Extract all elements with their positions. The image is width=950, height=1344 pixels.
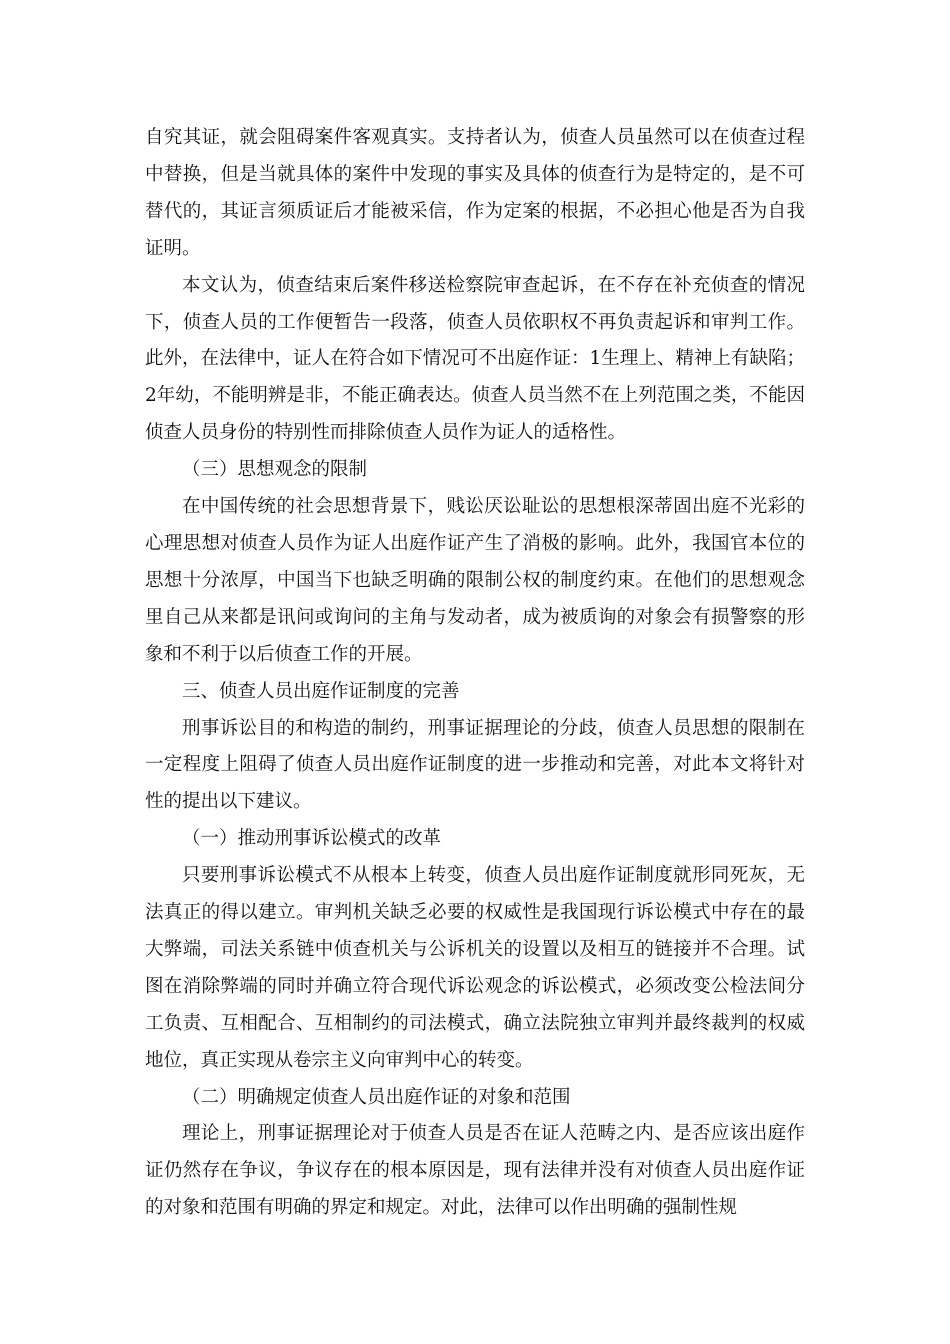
section-heading-improvement: 三、侦查人员出庭作证制度的完善 [182, 680, 460, 702]
paragraph: 刑事诉讼目的和构造的制约，刑事证据理论的分歧，侦查人员思想的限制在一定程度上阻碍了侦查人员出庭作证制度的进一步推动和完善，对此本文将针对性的提出以下建议。 [145, 717, 805, 813]
paragraph-continuation: 自究其证，就会阻碍案件客观真实。支持者认为，侦查人员虽然可以在侦查过程中替换，但是当就具体的案件中发现的事实及具体的侦查行为是特定的，是不可替代的，其证言须质证后才能被采信，作为定案的根据，不必担心他是否为自我证明。 [145, 127, 805, 259]
paragraph: 本文认为，侦查结束后案件移送检察院审查起诉，在不存在补充侦查的情况下，侦查人员的工作便暂告一段落，侦查人员依职权不再负责起诉和审判工作。此外，在法律中，证人在符合如下情况可不出庭作证：1生理上、精神上有缺陷；2年幼，不能明辨是非，不能正确表达。侦查人员当然不在上列范围之类，不能因侦查人员身份的特别性而排除侦查人员作为证人的适格性。 [145, 274, 805, 444]
subheading-litigation-reform: （一）推动刑事诉讼模式的改革 [182, 828, 442, 850]
paragraph: 理论上，刑事证据理论对于侦查人员是否在证人范畴之内、是否应该出庭作证仍然存在争议，争议存在的根本原因是，现有法律并没有对侦查人员出庭作证的对象和范围有明确的界定和规定。对此，法律可以作出明确的强制性规 [145, 1123, 805, 1219]
document-body [145, 120, 805, 1227]
paragraph: 只要刑事诉讼模式不从根本上转变，侦查人员出庭作证制度就形同死灰，无法真正的得以建立。审判机关缺乏必要的权威性是我国现行诉讼模式中存在的最大弊端，司法关系链中侦查机关与公诉机关的设置以及相互的链接并不合理。试图在消除弊端的同时并确立符合现代诉讼观念的诉讼模式，必须改变公检法间分工负责、互相配合、互相制约的司法模式，确立法院独立审判并最终裁判的权威地位，真正实现从卷宗主义向审判中心的转变。 [145, 865, 805, 1071]
subheading-scope-definition: （二）明确规定侦查人员出庭作证的对象和范围 [182, 1086, 571, 1108]
subheading-thought-limits: （三）思想观念的限制 [182, 459, 368, 481]
paragraph: 在中国传统的社会思想背景下，贱讼厌讼耻讼的思想根深蒂固出庭不光彩的心理思想对侦查人员作为证人出庭作证产生了消极的影响。此外，我国官本位的思想十分浓厚，中国当下也缺乏明确的限制公权的制度约束。在他们的思想观念里自己从来都是讯问或询问的主角与发动者，成为被质询的对象会有损警察的形象和不利于以后侦查工作的开展。 [145, 496, 805, 665]
